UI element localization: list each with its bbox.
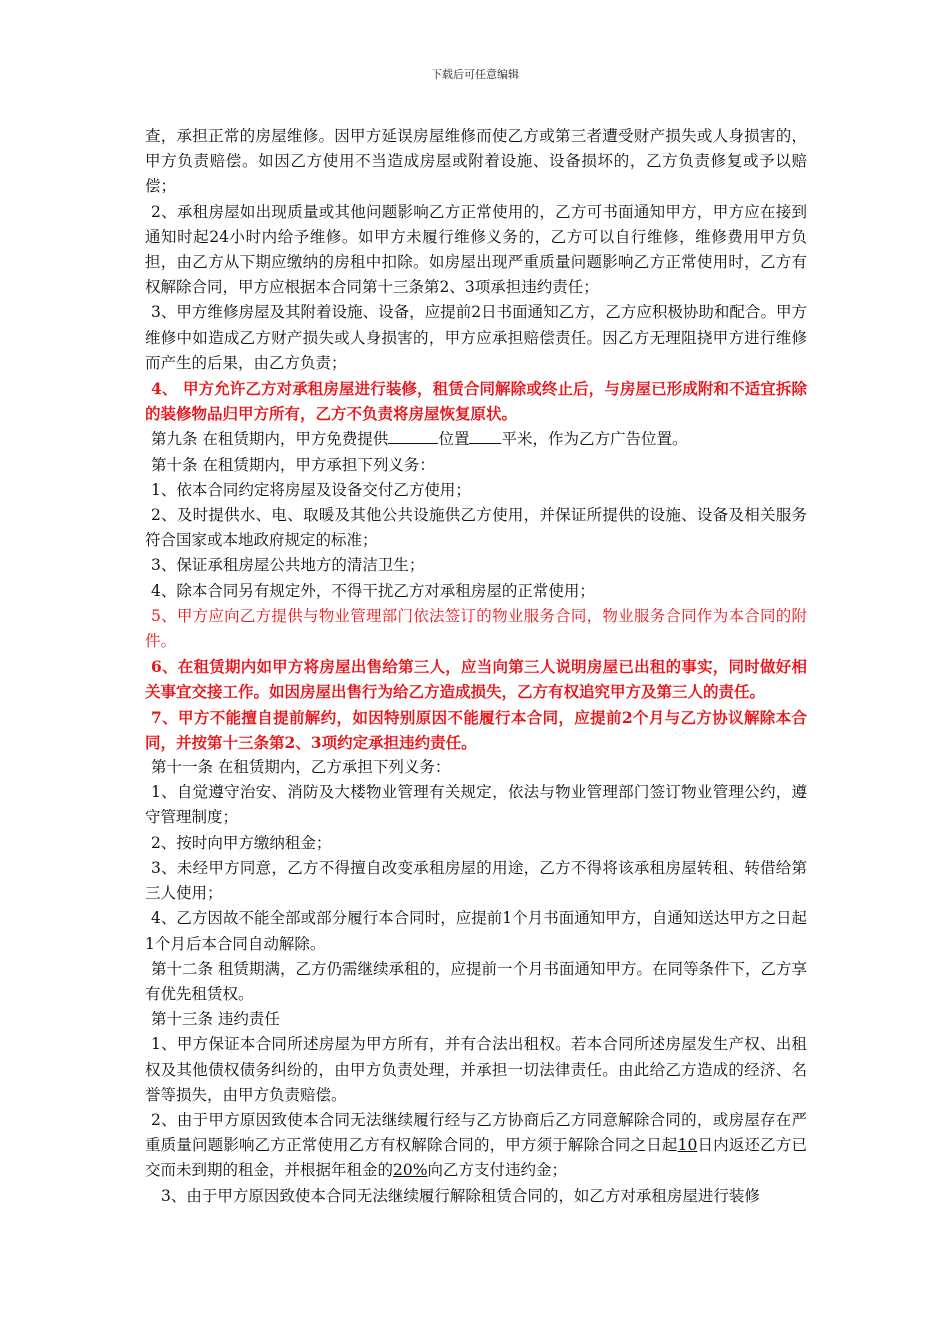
paragraph-clause-11-2: 2、按时向甲方缴纳租金； xyxy=(151,833,332,852)
paragraph-clause-10-5: 5、甲方应向乙方提供与物业管理部门依法签订的物业服务合同，物业服务合同作为本合同的附件。 xyxy=(145,606,807,651)
article-9-text-b: 位置 xyxy=(438,430,470,449)
article-9-text-a: 第九条 在租赁期内，甲方免费提供 xyxy=(151,430,389,449)
paragraph-article-11: 第十一条 在租赁期内，乙方承担下列义务： xyxy=(151,758,451,777)
paragraph-clause-13-2 xyxy=(145,1108,807,1184)
paragraph-clause-10-6: 6、在租赁期内如甲方将房屋出售给第三人，应当向第三人说明房屋已出租的事实，同时做好相关事宜交接工作。如因房屋出售行为给乙方造成损失，乙方有权追究甲方及第三人的责任。 xyxy=(145,657,807,702)
penalty-percent-value: 20% xyxy=(393,1161,428,1180)
paragraph-clause-11-4: 4、乙方因故不能全部或部分履行本合同时，应提前1个月书面通知甲方，自通知送达甲方之日起1个月后本合同自动解除。 xyxy=(145,909,807,953)
document-body xyxy=(145,124,807,1209)
blank-position-field xyxy=(388,426,438,444)
paragraph-clause-11-3: 3、未经甲方同意，乙方不得擅自改变承租房屋的用途，乙方不得将该承租房屋转租、转借给第三人使用； xyxy=(145,858,807,903)
paragraph-clause-8-2: 2、承租房屋如出现质量或其他问题影响乙方正常使用的，乙方可书面通知甲方，甲方应在接到通知时起24小时内给予维修。如甲方未履行维修义务的，乙方可以自行维修，维修费用甲方负担，由乙方从下期应缴纳的房租中扣除。如房屋出现严重质量问题影响乙方正常使用时，乙方有权解除合同，甲方应根据本合同第十三条第2、3项承担违约责任； xyxy=(145,202,807,297)
paragraph-article-10: 第十条 在租赁期内，甲方承担下列义务： xyxy=(151,455,435,474)
paragraph-article-9 xyxy=(145,426,807,452)
paragraph-clause-10-4: 4、除本合同另有规定外，不得干扰乙方对承租房屋的正常使用； xyxy=(151,581,595,600)
clause-13-2-text-a: 2、由于甲方原因致使本合同无法继续履行经与乙方协商后乙方同意解除合同的，或房屋存在严重质量问题影响乙方正常使用乙方有权解除合同的，甲方须于解除合同之日起 xyxy=(145,1110,807,1155)
paragraph-clause-10-7: 7、甲方不能擅自提前解约，如因特别原因不能履行本合同，应提前2个月与乙方协议解除本合同，并按第十三条第2、3项约定承担违约责任。 xyxy=(145,707,807,752)
days-value: 10 xyxy=(677,1136,698,1155)
paragraph-clause-10-3: 3、保证承租房屋公共地方的清洁卫生； xyxy=(151,556,425,575)
paragraph-clause-13-1: 1、甲方保证本合同所述房屋为甲方所有，并有合法出租权。若本合同所述房屋发生产权、出租权及其他债权债务纠纷的，由甲方负责处理，并承担一切法律责任。由此给乙方造成的经济、名誉等损失，由甲方负责赔偿。 xyxy=(145,1035,807,1104)
clause-13-2-text-c: 向乙方支付违约金； xyxy=(427,1161,567,1180)
blank-area-field xyxy=(469,426,501,444)
paragraph-clause-8-3: 3、甲方维修房屋及其附着设施、设备，应提前2日书面通知乙方，乙方应积极协助和配合。甲方维修中如造成乙方财产损失或人身损害的，甲方应承担赔偿责任。因乙方无理阻挠甲方进行维修而产生的后果，由乙方负责； xyxy=(145,303,807,372)
paragraph-clause-13-3: 3、由于甲方原因致使本合同无法继续履行解除租赁合同的，如乙方对承租房屋进行装修 xyxy=(161,1186,760,1205)
article-9-text-c: 平米，作为乙方广告位置。 xyxy=(501,430,688,449)
paragraph-clause-10-1: 1、依本合同约定将房屋及设备交付乙方使用； xyxy=(151,480,471,499)
paragraph-clause-11-1: 1、自觉遵守治安、消防及大楼物业管理有关规定，依法与物业管理部门签订物业管理公约，遵守管理制度； xyxy=(145,783,807,827)
page-header: 下载后可任意编辑 xyxy=(431,68,519,81)
paragraph-article-12: 第十二条 租赁期满，乙方仍需继续承租的，应提前一个月书面通知甲方。在同等条件下，乙方享有优先租赁权。 xyxy=(145,959,807,1003)
paragraph-clause-8-4: 4、 甲方允许乙方对承租房屋进行装修，租赁合同解除或终止后，与房屋已形成附和不适宜拆除的装修物品归甲方所有，乙方不负责将房屋恢复原状。 xyxy=(145,379,807,424)
clause-13-2-text-b: 日内返还乙方已交而未到期的租金，并根据年租金的 xyxy=(145,1136,807,1180)
paragraph-repair-liability: 查，承担正常的房屋维修。因甲方延误房屋维修而使乙方或第三者遭受财产损失或人身损害的，甲方负责赔偿。如因乙方使用不当造成房屋或附着设施、设备损坏的，乙方负责修复或予以赔偿； xyxy=(145,127,807,196)
paragraph-article-13: 第十三条 违约责任 xyxy=(151,1010,280,1029)
paragraph-clause-10-2: 2、及时提供水、电、取暖及其他公共设施供乙方使用，并保证所提供的设施、设备及相关服务符合国家或本地政府规定的标准； xyxy=(145,506,807,550)
